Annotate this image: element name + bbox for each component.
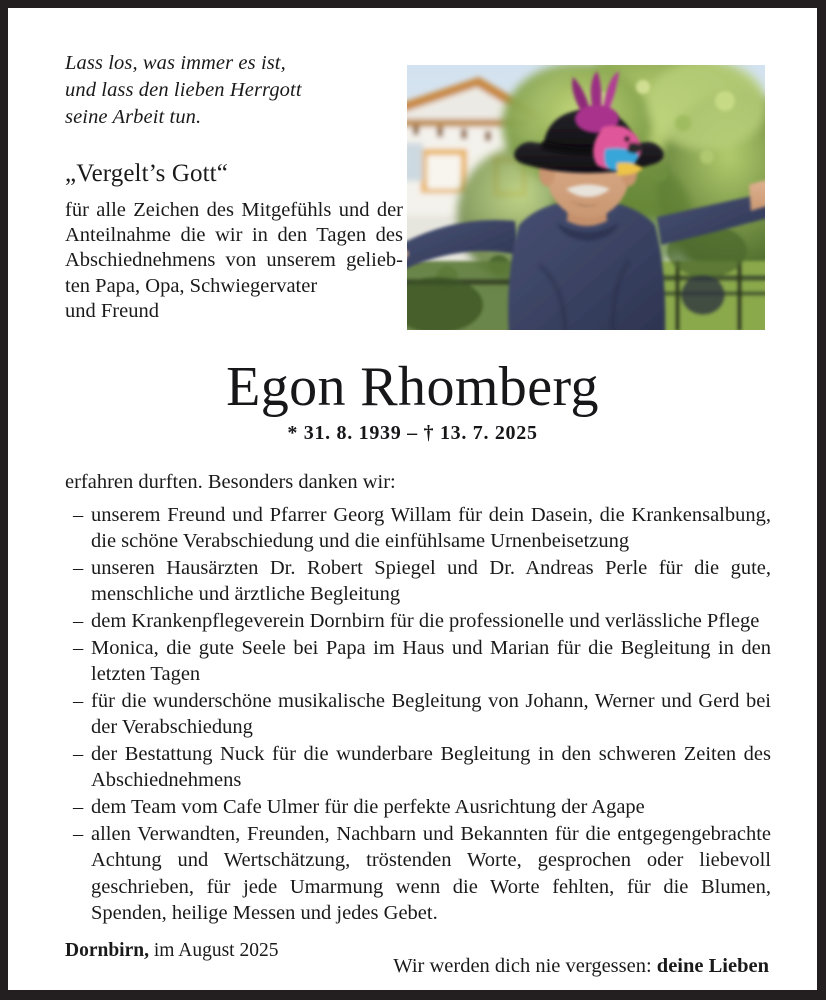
closing-signature: deine Lieben: [656, 955, 769, 978]
place-city: Dornbirn,: [65, 940, 149, 961]
quote-column: [65, 50, 403, 324]
list-item: [65, 608, 771, 634]
place-date: im August 2025: [148, 940, 279, 961]
list-item-text: Monica, die gute Seele bei Papa im Haus und Marian für die Begleitung in den letzten Tagen: [91, 636, 771, 686]
list-item-text: allen Verwandten, Freunden, Nachbarn und Bekannten für die entgegengebrachte Achtung und Wertschätzung, tröstenden Worte, gesprochen oder liebevoll geschrieben, für jede Umarmung wenn die Worte fehlten, für die Blumen, Spenden, heilige Messen und jedes Gebet.: [91, 823, 771, 924]
list-dash-icon: –: [73, 557, 84, 580]
list-item: [65, 635, 771, 688]
portrait-photo: [407, 65, 765, 330]
list-item: [65, 794, 771, 820]
list-dash-icon: –: [73, 636, 84, 659]
deceased-name: Egon Rhomberg: [226, 356, 599, 418]
list-dash-icon: –: [73, 796, 84, 819]
place-and-date: [65, 939, 278, 963]
list-item-text: der Bestattung Nuck für die wunderbare Begleitung in den schweren Zeiten des Abschiednehmens: [91, 743, 771, 792]
quote-line-3: seine Arbeit tun.: [65, 106, 202, 128]
quote-line-1: Lass los, was immer es ist,: [65, 52, 286, 74]
list-dash-icon: –: [73, 504, 84, 526]
intro-paragraph-lastline: und Freund: [65, 299, 159, 322]
list-item: [65, 821, 771, 926]
list-item-text: unserem Freund und Pfarrer Georg Willam für dein Dasein, die Krankensalbung, die schöne Verabschiedung und die einfühlsame Urnenbeisetzung: [91, 504, 771, 553]
quote-line-2: und lass den lieben Herrgott: [65, 79, 302, 101]
thanks-lead: erfahren durften. Besonders danken wir:: [65, 471, 396, 493]
portrait-photo-image: [407, 65, 765, 330]
deceased-name-block: [8, 356, 817, 445]
portrait-photo-frame: [407, 65, 765, 330]
list-item: [65, 741, 771, 794]
list-item: [65, 555, 771, 608]
list-dash-icon: –: [73, 610, 84, 633]
list-dash-icon: –: [73, 823, 84, 846]
thanks-heading: „Vergelt’s Gott“: [65, 160, 228, 187]
notice-sheet: [8, 8, 817, 990]
intro-paragraph-text: für alle Zeichen des Mitgefühls und der Anteilnahme die wir in den Tagen des Abschiednehmens von unserem geliebten Papa, Opa, Schwiegervater: [65, 199, 403, 297]
intro-paragraph: [65, 198, 403, 324]
thanks-section: [65, 469, 771, 979]
closing-text: Wir werden dich nie vergessen:: [393, 955, 657, 978]
list-item-text: dem Krankenpflegeverein Dornbirn für die professionelle und verlässliche Pflege: [91, 610, 760, 633]
list-item-text: unseren Hausärzten Dr. Robert Spiegel und Dr. Andreas Perle für die gute, menschliche und ärztliche Begleitung: [91, 557, 771, 606]
list-dash-icon: –: [73, 690, 84, 713]
list-item-text: für die wunderschöne musikalische Begleitung von Johann, Werner und Gerd bei der Verabschiedung: [91, 690, 771, 739]
memorial-quote: [65, 50, 403, 131]
list-dash-icon: –: [73, 743, 84, 766]
thanks-list: [65, 502, 771, 926]
list-item-text: dem Team vom Cafe Ulmer für die perfekte Ausrichtung der Agape: [91, 796, 645, 819]
top-section: [8, 8, 817, 338]
list-item: [65, 688, 771, 741]
list-item: [65, 502, 771, 555]
deceased-dates: * 31. 8. 1939 – † 13. 7. 2025: [287, 422, 538, 444]
